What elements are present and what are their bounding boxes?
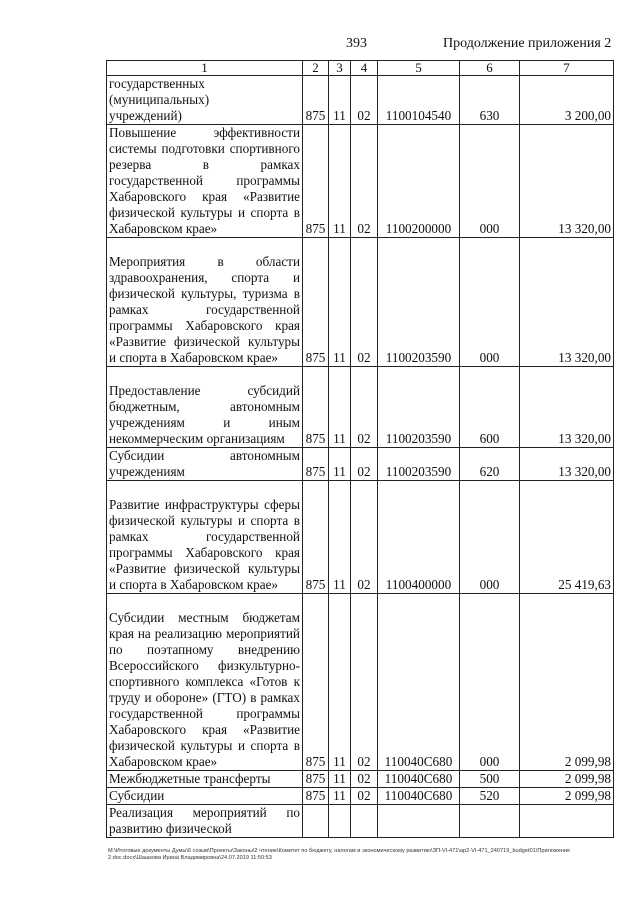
- row-name: Повышение эффективности системы подготовки спортивного резерва в рамках государственной программы Хабаровского края «Развитие физической культуры и спорта в Хабаровском крае»: [107, 125, 303, 238]
- amount: [520, 805, 614, 838]
- table-row: [107, 771, 614, 788]
- amount: 3 200,00: [520, 76, 614, 125]
- column-header: 4: [351, 61, 378, 76]
- code-expense-type: 000: [460, 125, 520, 238]
- code-expense-type: 000: [460, 481, 520, 594]
- table-row: [107, 594, 614, 771]
- row-name: Межбюджетные трансферты: [107, 771, 303, 788]
- code-target: 1100203590: [378, 238, 460, 367]
- table-row: [107, 448, 614, 481]
- table-header-row: [107, 61, 614, 76]
- column-header: 2: [303, 61, 329, 76]
- code-admin: 875: [303, 771, 329, 788]
- code-expense-type: 630: [460, 76, 520, 125]
- code-target: 1100203590: [378, 448, 460, 481]
- continuation-label: Продолжение приложения 2: [443, 36, 612, 51]
- amount: 25 419,63: [520, 481, 614, 594]
- code-target: 1100400000: [378, 481, 460, 594]
- code-admin: 875: [303, 594, 329, 771]
- code-admin: [303, 805, 329, 838]
- row-name: государственных (муниципальных) учреждений): [107, 76, 303, 125]
- amount: 2 099,98: [520, 594, 614, 771]
- table-row: [107, 481, 614, 594]
- code-admin: 875: [303, 788, 329, 805]
- code-section: 11: [329, 771, 351, 788]
- amount: 2 099,98: [520, 788, 614, 805]
- budget-table: [106, 60, 614, 838]
- code-subsection: 02: [351, 238, 378, 367]
- code-section: 11: [329, 367, 351, 448]
- code-section: [329, 805, 351, 838]
- code-admin: 875: [303, 448, 329, 481]
- code-subsection: 02: [351, 771, 378, 788]
- code-section: 11: [329, 481, 351, 594]
- code-subsection: 02: [351, 76, 378, 125]
- code-expense-type: 600: [460, 367, 520, 448]
- code-admin: 875: [303, 238, 329, 367]
- row-name: Предоставление субсидий бюджетным, автономным учреждениям и иным некоммерческим организациям: [107, 367, 303, 448]
- code-subsection: 02: [351, 125, 378, 238]
- code-section: 11: [329, 448, 351, 481]
- column-header: 6: [460, 61, 520, 76]
- code-subsection: 02: [351, 788, 378, 805]
- column-header: 1: [107, 61, 303, 76]
- row-name: Развитие инфраструктуры сферы физической культуры и спорта в рамках государственной программы Хабаровского края «Развитие физической культуры и спорта в Хабаровском крае»: [107, 481, 303, 594]
- code-target: 110040С680: [378, 771, 460, 788]
- file-path-footer: M:\Итоговые документы Думы\6 созыв\Проекты\Законы\2 чтение\Комитет по бюджету, налогам и экономическому развитию\ЗП-VI-471\ар2-VI-471_240719_budget01\Приложение 2.doc.docx\Шашкова Ирина Владимировна\24.07.2019 11:50:53: [108, 848, 571, 861]
- column-header: 5: [378, 61, 460, 76]
- code-section: 11: [329, 125, 351, 238]
- table-row: [107, 125, 614, 238]
- code-target: 1100200000: [378, 125, 460, 238]
- amount: 13 320,00: [520, 448, 614, 481]
- table-row: [107, 76, 614, 125]
- code-section: 11: [329, 788, 351, 805]
- code-subsection: 02: [351, 367, 378, 448]
- amount: 2 099,98: [520, 771, 614, 788]
- code-expense-type: 000: [460, 594, 520, 771]
- code-target: 110040С680: [378, 594, 460, 771]
- code-admin: 875: [303, 125, 329, 238]
- code-target: 110040С680: [378, 788, 460, 805]
- code-expense-type: 000: [460, 238, 520, 367]
- code-subsection: 02: [351, 448, 378, 481]
- code-expense-type: [460, 805, 520, 838]
- code-admin: 875: [303, 481, 329, 594]
- code-subsection: [351, 805, 378, 838]
- row-name: Субсидии автономным учреждениям: [107, 448, 303, 481]
- row-name: Субсидии: [107, 788, 303, 805]
- code-admin: 875: [303, 76, 329, 125]
- table-row: [107, 367, 614, 448]
- code-subsection: 02: [351, 594, 378, 771]
- code-subsection: 02: [351, 481, 378, 594]
- code-target: 1100104540: [378, 76, 460, 125]
- table-row: [107, 805, 614, 838]
- code-section: 11: [329, 238, 351, 367]
- row-name: Мероприятия в области здравоохранения, спорта и физической культуры, туризма в рамках государственной программы Хабаровского края «Развитие физической культуры и спорта в Хабаровском крае»: [107, 238, 303, 367]
- code-section: 11: [329, 594, 351, 771]
- code-expense-type: 520: [460, 788, 520, 805]
- amount: 13 320,00: [520, 125, 614, 238]
- code-target: 1100203590: [378, 367, 460, 448]
- row-name: Реализация мероприятий по развитию физической: [107, 805, 303, 838]
- column-header: 7: [520, 61, 614, 76]
- code-section: 11: [329, 76, 351, 125]
- table-row: [107, 238, 614, 367]
- page-number: 393: [346, 36, 367, 51]
- code-expense-type: 620: [460, 448, 520, 481]
- code-target: [378, 805, 460, 838]
- amount: 13 320,00: [520, 238, 614, 367]
- code-admin: 875: [303, 367, 329, 448]
- table-row: [107, 788, 614, 805]
- code-expense-type: 500: [460, 771, 520, 788]
- amount: 13 320,00: [520, 367, 614, 448]
- row-name: Субсидии местным бюджетам края на реализацию мероприятий по поэтапному внедрению Всероссийского физкультурно-спортивного комплекса «Готов к труду и обороне» (ГТО) в рамках государственной программы Хабаровского края «Развитие физической культуры и спорта в Хабаровском крае»: [107, 594, 303, 771]
- column-header: 3: [329, 61, 351, 76]
